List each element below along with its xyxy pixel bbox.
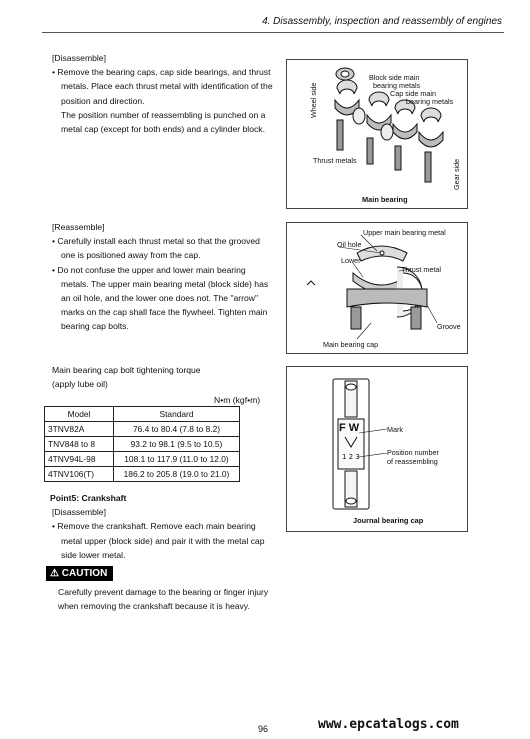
svg-text:of reassembling: of reassembling	[387, 457, 438, 466]
col-model-header: Model	[45, 407, 114, 422]
torque-table	[44, 406, 240, 482]
point5-section	[50, 491, 276, 562]
header-divider	[42, 32, 504, 33]
caution-text: Carefully prevent damage to the bearing or finger injury when removing the crankshaft because it is heavy.	[58, 587, 269, 612]
main-bearing-figure	[286, 59, 468, 209]
block-side-label: Block side main	[369, 73, 420, 82]
table-row	[45, 422, 240, 437]
reassemble-bullet-2: • Do not confuse the upper and lower main bearing metals. The upper main bearing metal (block side) has an oil hole, and the lower one does not. The "arrow" marks on the cap shall face the flywheel. Tighten main bearing cap bolts.	[52, 264, 269, 332]
upper-bearing-label: Upper main bearing metal	[363, 228, 446, 237]
thrust-metal-label: Thrust metal	[401, 265, 441, 274]
warning-triangle-icon: ⚠	[50, 568, 59, 579]
oil-hole-label: Oil hole	[337, 240, 362, 249]
table-row	[45, 452, 240, 467]
main-bearing-drawing	[287, 60, 467, 208]
bearing-cap-drawing	[287, 223, 467, 353]
fw-mark-text: F W	[339, 422, 360, 434]
table-row	[45, 437, 240, 452]
point5-bullet: • Remove the crankshaft. Remove each main bearing metal upper (block side) and pair it with the metal cap side lower metal.	[52, 521, 265, 560]
journal-cap-drawing	[287, 367, 467, 531]
disassemble-heading: [Disassemble]	[52, 53, 106, 63]
model-cell: 4TNV106(T)	[45, 467, 114, 482]
torque-title: Main bearing cap bolt tightening torque	[52, 365, 201, 375]
standard-cell: 108.1 to 117.9 (11.0 to 12.0)	[114, 452, 240, 467]
groove-label: Groove	[437, 322, 461, 331]
model-cell: 3TNV82A	[45, 422, 114, 437]
table-row	[45, 467, 240, 482]
bearing-cap-figure	[286, 222, 468, 354]
standard-cell: 186.2 to 205.8 (19.0 to 21.0)	[114, 467, 240, 482]
torque-subtitle: (apply lube oil)	[52, 379, 108, 390]
wheel-side-label: Wheel side	[309, 82, 318, 118]
disassemble-bullet: • Remove the bearing caps, cap side bearings, and thrust metals. Place each thrust metal with identification of the position and direction.	[52, 67, 273, 106]
journal-cap-figure	[286, 366, 468, 532]
watermark: www.epcatalogs.com	[318, 717, 459, 732]
point5-title: Point5: Crankshaft	[50, 493, 127, 503]
reassemble-section	[52, 220, 274, 334]
torque-unit: N•m (kgf•m)	[214, 395, 261, 405]
position-digit-icon: 1 2 3	[342, 453, 360, 461]
journal-cap-caption: Journal bearing cap	[353, 516, 424, 525]
svg-text:bearing metals: bearing metals	[373, 81, 421, 90]
standard-cell: 76.4 to 80.4 (7.8 to 8.2)	[114, 422, 240, 437]
point5-heading: [Disassemble]	[52, 507, 106, 518]
thrust-metals-label: Thrust metals	[313, 156, 357, 165]
page-number: 96	[258, 724, 269, 734]
col-standard-header: Standard	[114, 407, 240, 422]
reassemble-heading: [Reassemble]	[52, 222, 105, 232]
model-cell: TNV848 to 8	[45, 437, 114, 452]
page-header-title: 4. Disassembly, inspection and reassembly of engines	[262, 16, 502, 27]
main-bearing-cap-label: Main bearing cap	[323, 340, 379, 349]
standard-cell: 93.2 to 98.1 (9.5 to 10.5)	[114, 437, 240, 452]
gear-side-label: Gear side	[452, 158, 461, 190]
model-cell: 4TNV94L-98	[45, 452, 114, 467]
svg-text:bearing metals: bearing metals	[406, 97, 454, 106]
table-header-row	[45, 407, 240, 422]
reassemble-bullet-1: • Carefully install each thrust metal so that the grooved one is positioned away from the cap.	[52, 236, 260, 261]
mark-label: Mark	[387, 425, 403, 434]
torque-section	[52, 363, 274, 391]
disassemble-section	[52, 51, 274, 136]
disassemble-paragraph: The position number of reassembling is punched on a metal cap (except for both ends) and a cylinder block.	[61, 109, 266, 135]
caution-badge	[46, 566, 113, 581]
main-bearing-caption: Main bearing	[362, 195, 408, 204]
lower-label: Lower	[341, 256, 361, 265]
position-label: Position number	[387, 448, 439, 457]
cap-side-label: Cap side main	[390, 89, 436, 98]
caution-label: CAUTION	[61, 568, 108, 579]
